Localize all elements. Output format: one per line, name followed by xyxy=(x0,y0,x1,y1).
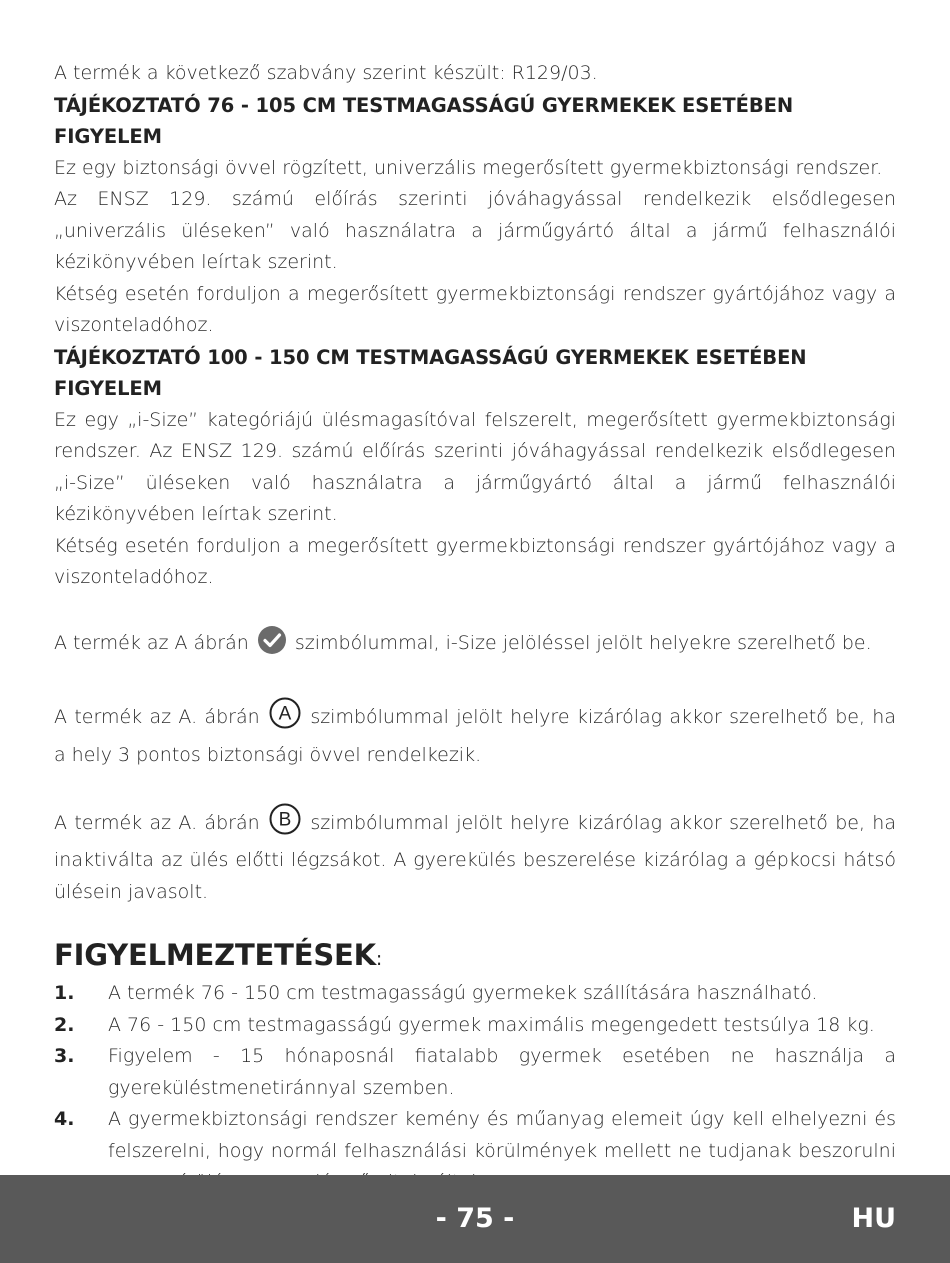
section1-paragraph-3: Kétség esetén forduljon a megerősített gyermekbiztonsági rendszer gyártójához vagy a viszonteladóhoz. xyxy=(54,282,896,336)
list-item-number: 3. xyxy=(54,1045,75,1067)
section1-paragraph-1: Ez egy biztonsági övvel rögzített, univerzális megerősített gyermekbiztonsági rendszer. xyxy=(54,156,883,179)
circled-a-icon xyxy=(269,697,301,740)
b-symbol-paragraph xyxy=(54,803,896,909)
checkmark-circle-icon xyxy=(257,625,287,666)
warnings-title xyxy=(54,938,896,976)
language-code: HU xyxy=(851,1203,896,1234)
list-item-text: Figyelem - 15 hónaposnál fiatalabb gyermek esetében ne használja a gyereküléstmenetiránnyal szemben. xyxy=(108,1045,896,1099)
section1-heading: TÁJÉKOZTATÓ 76 - 105 CM TESTMAGASSÁGÚ GYERMEKEK ESETÉBEN xyxy=(54,93,794,117)
a-symbol-text-before: A termék az A. ábrán xyxy=(54,706,260,728)
section1-subheading: FIGYELEM xyxy=(54,125,162,148)
section2-paragraph-2: Kétség esetén forduljon a megerősített gyermekbiztonsági rendszer gyártójához vagy a viszonteladóhoz. xyxy=(54,534,896,588)
section2-paragraph-1: Ez egy „i-Size” kategóriájú ülésmagasítóval felszerelt, megerősített gyermekbiztonsági rendszer. Az ENSZ 129. számú előírás szerinti jóváhagyással rendelkezik elsődlegesen „i-Size” üléseken való használatra a járműgyártó által a jármű felhasználói kézikönyvében leírtak szerint. xyxy=(54,408,896,525)
standard-note: A termék a következő szabvány szerint készült: R129/03. xyxy=(54,62,598,84)
spacer xyxy=(54,666,896,698)
list-item-text: A 76 - 150 cm testmagasságú gyermek maximális megengedett testsúlya 18 kg. xyxy=(108,1013,875,1036)
b-symbol-text-after: szimbólummal jelölt helyre kizárólag akkor szerelhető be, ha inaktiválta az ülés előtti légzsákot. A gyerekülés beszerelése kizárólag a gépkocsi hátsó ülésein javasolt. xyxy=(54,811,896,903)
section1-paragraph-2: Az ENSZ 129. számú előírás szerinti jóváhagyással rendelkezik elsődlegesen „univerzális üléseken” való használatra a járműgyártó által a jármű felhasználói kézikönyvében leírtak szerint. xyxy=(54,188,896,273)
list-item-text: A gyermekbiztonsági rendszer kemény és műanyag elemeit úgy kell elhelyezni és felszerelni, hogy normál felhasználási körülmények mellett ne tudjanak beszorulni xyxy=(108,1108,896,1162)
check-symbol-text-after: szimbólummal, i-Size jelöléssel jelölt helyekre szerelhető be. xyxy=(294,632,872,654)
list-item-number: 1. xyxy=(54,982,75,1004)
list-item-number: 4. xyxy=(54,1108,75,1130)
a-symbol-text-after: szimbólummal jelölt helyre kizárólag akkor szerelhető be, ha a hely 3 pontos biztonsági övvel rendelkezik. xyxy=(54,706,896,766)
warnings-list xyxy=(54,978,896,1199)
list-item-text: A termék 76 - 150 cm testmagasságú gyermekek szállítására használható. xyxy=(108,982,818,1004)
spacer xyxy=(54,771,896,803)
list-item xyxy=(54,978,896,1010)
list-item-number: 2. xyxy=(54,1013,75,1036)
warnings-title-text: FIGYELMEZTETÉSEK xyxy=(54,938,376,972)
spacer xyxy=(54,594,896,626)
warnings-title-colon: : xyxy=(375,948,383,970)
section2-subheading: FIGYELEM xyxy=(54,377,162,400)
circled-a-letter: A xyxy=(278,703,292,725)
list-item xyxy=(54,1010,896,1042)
section2-heading: TÁJÉKOZTATÓ 100 - 150 CM TESTMAGASSÁGÚ GYERMEKEK ESETÉBEN xyxy=(54,345,807,369)
page-number: - 75 - xyxy=(435,1203,515,1234)
a-symbol-paragraph xyxy=(54,697,896,771)
b-symbol-text-before: A termék az A. ábrán xyxy=(54,811,260,834)
page-footer xyxy=(0,1175,950,1263)
check-symbol-text-before: A termék az A ábrán xyxy=(54,632,249,654)
page-content xyxy=(54,58,896,1199)
circled-b-icon xyxy=(269,803,301,846)
circled-b-letter: B xyxy=(278,809,292,830)
list-item xyxy=(54,1041,896,1104)
check-symbol-paragraph xyxy=(54,625,896,666)
